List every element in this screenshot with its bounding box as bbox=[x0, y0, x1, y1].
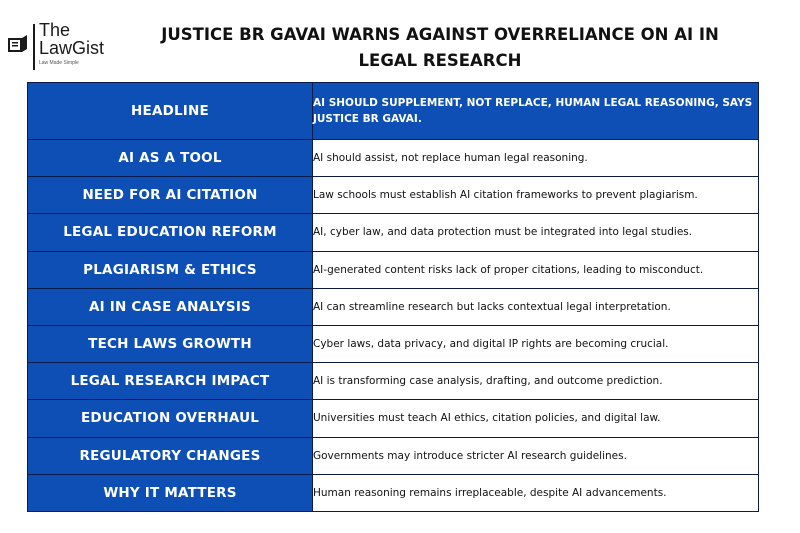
row-label: REGULATORY CHANGES bbox=[28, 437, 313, 474]
row-label: LEGAL RESEARCH IMPACT bbox=[28, 363, 313, 400]
table-row bbox=[28, 474, 759, 511]
row-label: LEGAL EDUCATION REFORM bbox=[28, 214, 313, 251]
row-label: HEADLINE bbox=[28, 83, 313, 140]
row-label: AI IN CASE ANALYSIS bbox=[28, 288, 313, 325]
logo-wordmark bbox=[39, 21, 104, 57]
row-label: NEED FOR AI CITATION bbox=[28, 177, 313, 214]
table-row bbox=[28, 288, 759, 325]
logo-tagline: Law Made Simple bbox=[39, 60, 79, 66]
lawgist-logo bbox=[6, 20, 121, 72]
row-value: AI should assist, not replace human legal reasoning. bbox=[313, 140, 759, 177]
row-value: AI-generated content risks lack of proper citations, leading to misconduct. bbox=[313, 251, 759, 288]
table-row bbox=[28, 214, 759, 251]
row-label: TECH LAWS GROWTH bbox=[28, 325, 313, 362]
summary-table bbox=[27, 82, 759, 512]
logo-line-1: The bbox=[39, 20, 71, 40]
row-value: AI can streamline research but lacks contextual legal interpretation. bbox=[313, 288, 759, 325]
row-value: Governments may introduce stricter AI research guidelines. bbox=[313, 437, 759, 474]
row-value: AI is transforming case analysis, drafting, and outcome prediction. bbox=[313, 363, 759, 400]
row-value: AI, cyber law, and data protection must be integrated into legal studies. bbox=[313, 214, 759, 251]
row-label: AI AS A TOOL bbox=[28, 140, 313, 177]
table-row bbox=[28, 400, 759, 437]
row-label: WHY IT MATTERS bbox=[28, 474, 313, 511]
row-label: EDUCATION OVERHAUL bbox=[28, 400, 313, 437]
table-row bbox=[28, 325, 759, 362]
book-icon bbox=[6, 32, 30, 56]
table-row bbox=[28, 363, 759, 400]
table-row bbox=[28, 177, 759, 214]
row-value: Human reasoning remains irreplaceable, despite AI advancements. bbox=[313, 474, 759, 511]
logo-line-2: LawGist bbox=[39, 38, 105, 58]
table-row bbox=[28, 140, 759, 177]
row-value: Universities must teach AI ethics, citation policies, and digital law. bbox=[313, 400, 759, 437]
row-value: AI SHOULD SUPPLEMENT, NOT REPLACE, HUMAN LEGAL REASONING, SAYS JUSTICE BR GAVAI. bbox=[313, 83, 759, 140]
row-value: Cyber laws, data privacy, and digital IP rights are becoming crucial. bbox=[313, 325, 759, 362]
table-row bbox=[28, 437, 759, 474]
page-title: JUSTICE BR GAVAI WARNS AGAINST OVERRELIANCE ON AI IN LEGAL RESEARCH bbox=[161, 25, 719, 70]
table-row-headline bbox=[28, 83, 759, 140]
logo-divider bbox=[33, 24, 35, 70]
table-row bbox=[28, 251, 759, 288]
row-label: PLAGIARISM & ETHICS bbox=[28, 251, 313, 288]
row-value: Law schools must establish AI citation frameworks to prevent plagiarism. bbox=[313, 177, 759, 214]
